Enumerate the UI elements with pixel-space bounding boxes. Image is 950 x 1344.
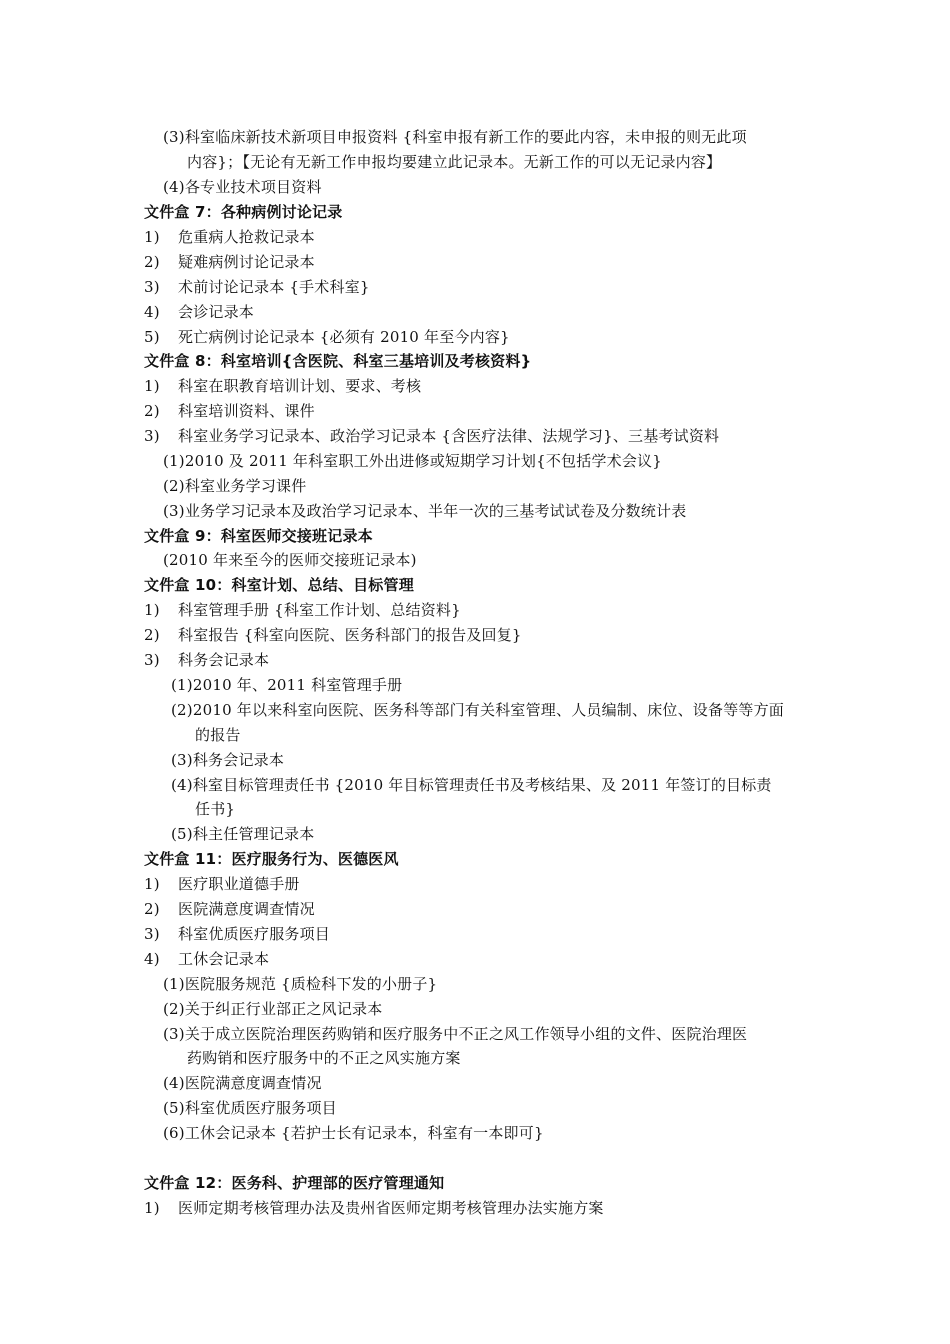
- item-number: 4): [144, 303, 160, 321]
- item-text: 疑难病例讨论记录本: [178, 253, 315, 271]
- item-number: 3): [144, 427, 160, 445]
- list-item: [144, 899, 315, 919]
- list-item: [144, 949, 269, 969]
- item-text: 医院满意度调查情况: [178, 900, 315, 918]
- sub-item: (1)2010 年、2011 科室管理手册: [171, 676, 403, 694]
- item-text: 术前讨论记录本 {手术科室}: [178, 278, 370, 296]
- sub-item: (4)科室目标管理责任书 {2010 年目标管理责任书及考核结果、及 2011 年签订的目标责: [171, 776, 772, 794]
- item-text: 医师定期考核管理办法及贵州省医师定期考核管理办法实施方案: [178, 1199, 604, 1217]
- item-text: 科室报告 {科室向医院、医务科部门的报告及回复}: [178, 626, 522, 644]
- item-number: 1): [144, 1199, 160, 1217]
- item-text: 医疗职业道德手册: [178, 875, 300, 893]
- item-text: 死亡病例讨论记录本 {必须有 2010 年至今内容}: [178, 328, 510, 346]
- sub-item: (5)科主任管理记录本: [171, 825, 315, 843]
- box10-title: 文件盒 10：科室计划、总结、目标管理: [144, 576, 414, 594]
- list-item: [144, 302, 254, 322]
- item-number: 1): [144, 875, 160, 893]
- item-number: 3): [144, 651, 160, 669]
- sub-item: (2)关于纠正行业部正之风记录本: [163, 1000, 383, 1018]
- item-number: 1): [144, 228, 160, 246]
- item-text: 工休会记录本: [178, 950, 270, 968]
- item-text: 科室业务学习记录本、政治学习记录本 {含医疗法律、法规学习}、三基考试资料: [178, 427, 720, 445]
- item-text: 科室培训资料、课件: [178, 402, 315, 420]
- sub-item: (4)医院满意度调查情况: [163, 1074, 322, 1092]
- item-number: 2): [144, 626, 160, 644]
- sub-item: (3)业务学习记录本及政治学习记录本、半年一次的三基考试试卷及分数统计表: [163, 502, 687, 520]
- list-item: [144, 376, 421, 396]
- box8-title: 文件盒 8：科室培训{含医院、科室三基培训及考核资料}: [144, 352, 532, 370]
- item-number: 1): [144, 601, 160, 619]
- item-text: 科室管理手册 {科室工作计划、总结资料}: [178, 601, 461, 619]
- sub-item: (6)工休会记录本 {若护士长有记录本，科室有一本即可}: [163, 1124, 544, 1142]
- item-number: 5): [144, 328, 160, 346]
- sub-item: (2)2010 年以来科室向医院、医务科等部门有关科室管理、人员编制、床位、设备等等方面: [171, 701, 784, 719]
- box9-title: 文件盒 9：科室医师交接班记录本: [144, 527, 373, 545]
- item-text: 科室在职教育培训计划、要求、考核: [178, 377, 422, 395]
- sub-item-continuation: 的报告: [195, 726, 241, 744]
- list-item: [144, 401, 315, 421]
- item-number: 2): [144, 900, 160, 918]
- item-number: 3): [144, 278, 160, 296]
- item-number: 3): [144, 925, 160, 943]
- list-item: [144, 625, 522, 645]
- list-item: [144, 874, 300, 894]
- sub-item: (1)医院服务规范 {质检科下发的小册子}: [163, 975, 438, 993]
- item-number: 2): [144, 253, 160, 271]
- box6-item3-line2: 内容}；【无论有无新工作申报均要建立此记录本。无新工作的可以无记录内容】: [187, 153, 722, 171]
- list-item: [144, 650, 269, 670]
- sub-item-continuation: 药购销和医疗服务中的不正之风实施方案: [187, 1049, 461, 1067]
- sub-item: (5)科室优质医疗服务项目: [163, 1099, 337, 1117]
- list-item: [144, 924, 330, 944]
- list-item: [144, 327, 510, 347]
- sub-item: (2)科室业务学习课件: [163, 477, 307, 495]
- list-item: [144, 227, 315, 247]
- item-text: 科室优质医疗服务项目: [178, 925, 331, 943]
- item-number: 2): [144, 402, 160, 420]
- sub-item-continuation: 任书}: [195, 800, 236, 818]
- item-number: 4): [144, 950, 160, 968]
- box12-title: 文件盒 12：医务科、护理部的医疗管理通知: [144, 1174, 445, 1192]
- box6-item4: (4)各专业技术项目资料: [163, 178, 322, 196]
- box9-note: (2010 年来至今的医师交接班记录本): [163, 551, 417, 569]
- box7-title: 文件盒 7：各种病例讨论记录: [144, 203, 343, 221]
- list-item: [144, 600, 461, 620]
- item-text: 会诊记录本: [178, 303, 255, 321]
- list-item: [144, 277, 370, 297]
- item-text: 科务会记录本: [178, 651, 270, 669]
- sub-item: (3)关于成立医院治理医药购销和医疗服务中不正之风工作领导小组的文件、医院治理医: [163, 1025, 748, 1043]
- item-number: 1): [144, 377, 160, 395]
- box6-item3-line1: (3)科室临床新技术新项目申报资料 {科室申报有新工作的要此内容，未申报的则无此项: [163, 128, 747, 146]
- sub-item: (1)2010 及 2011 年科室职工外出进修或短期学习计划{不包括学术会议}: [163, 452, 662, 470]
- box11-title: 文件盒 11：医疗服务行为、医德医风: [144, 850, 399, 868]
- list-item: [144, 252, 315, 272]
- list-item: [144, 1198, 604, 1218]
- item-text: 危重病人抢救记录本: [178, 228, 315, 246]
- sub-item: (3)科务会记录本: [171, 751, 285, 769]
- list-item: [144, 426, 719, 446]
